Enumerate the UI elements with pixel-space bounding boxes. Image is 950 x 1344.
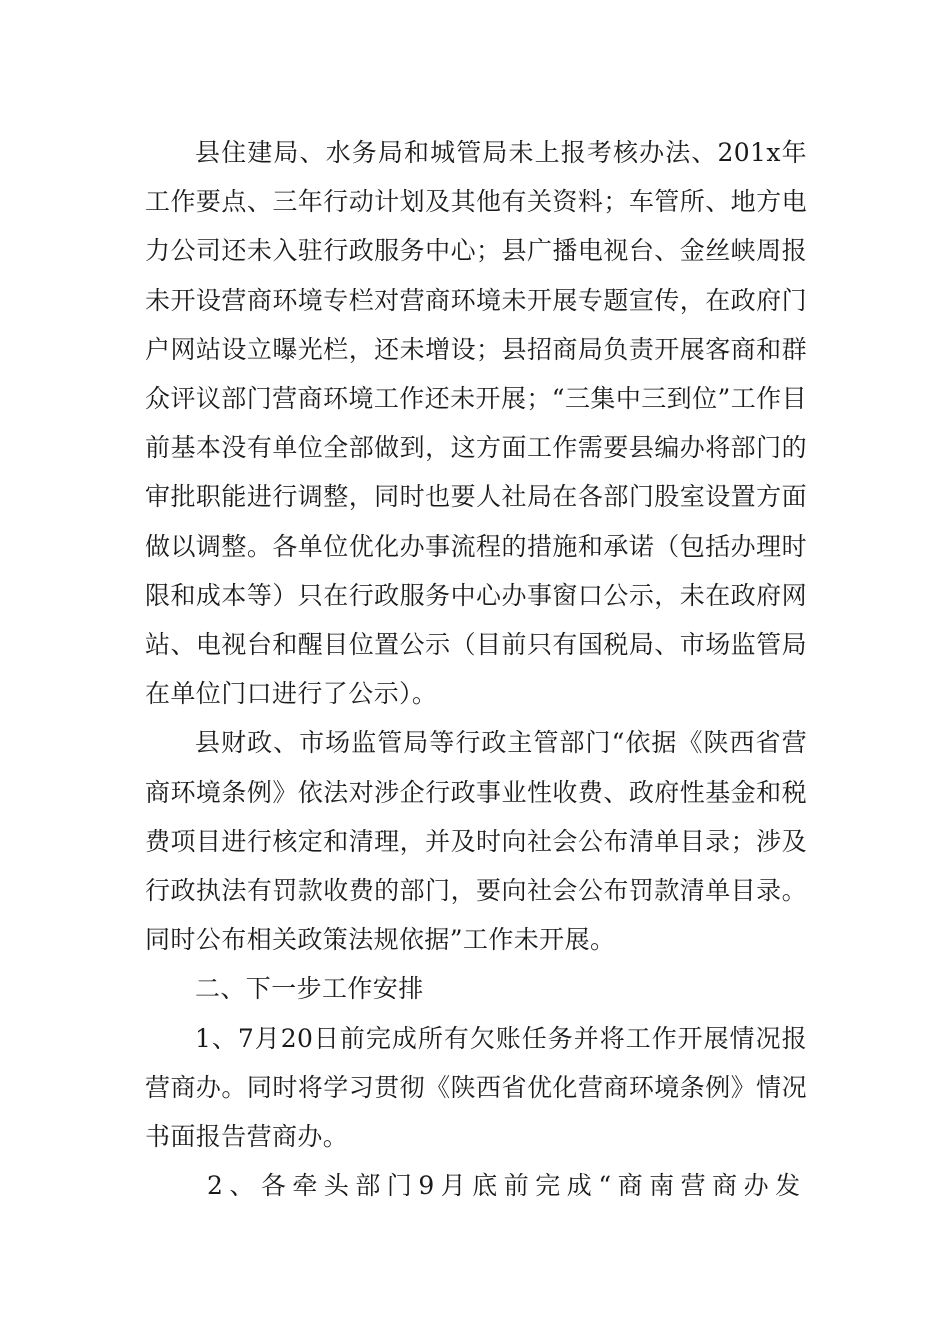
paragraph-item-2: 2、各牵头部门9月底前完成“商南营商办发 xyxy=(207,1171,807,1201)
section-heading-next-steps: 二、下一步工作安排 xyxy=(195,974,424,1004)
paragraph-fees: 县财政、市场监管局等行政主管部门“依据《陕西省营商环境条例》依法对涉企行政事业性收费、政府性基金和税费项目进行核定和清理，并及时向社会公布清单目录；涉及行政执法有罚款收费的部门，要向社会公布罚款清单目录。同时公布相关政策法规依据”工作未开展。 xyxy=(145,728,807,955)
paragraph-issues: 县住建局、水务局和城管局未上报考核办法、201x年工作要点、三年行动计划及其他有关资料；车管所、地方电力公司还未入驻行政服务中心；县广播电视台、金丝峡周报未开设营商环境专栏对营商环境未开展专题宣传，在政府门户网站设立曝光栏，还未增设；县招商局负责开展客商和群众评议部门营商环境工作还未开展；“三集中三到位”工作目前基本没有单位全部做到，这方面工作需要县编办将部门的审批职能进行调整，同时也要人社局在各部门股室设置方面做以调整。各单位优化办事流程的措施和承诺（包括办理时限和成本等）只在行政服务中心办事窗口公示，未在政府网站、电视台和醒目位置公示（目前只有国税局、市场监管局在单位门口进行了公示）。 xyxy=(145,138,807,709)
document-body xyxy=(145,128,807,1210)
paragraph-item-1: 1、7月20日前完成所有欠账任务并将工作开展情况报营商办。同时将学习贯彻《陕西省优化营商环境条例》情况书面报告营商办。 xyxy=(145,1023,807,1152)
